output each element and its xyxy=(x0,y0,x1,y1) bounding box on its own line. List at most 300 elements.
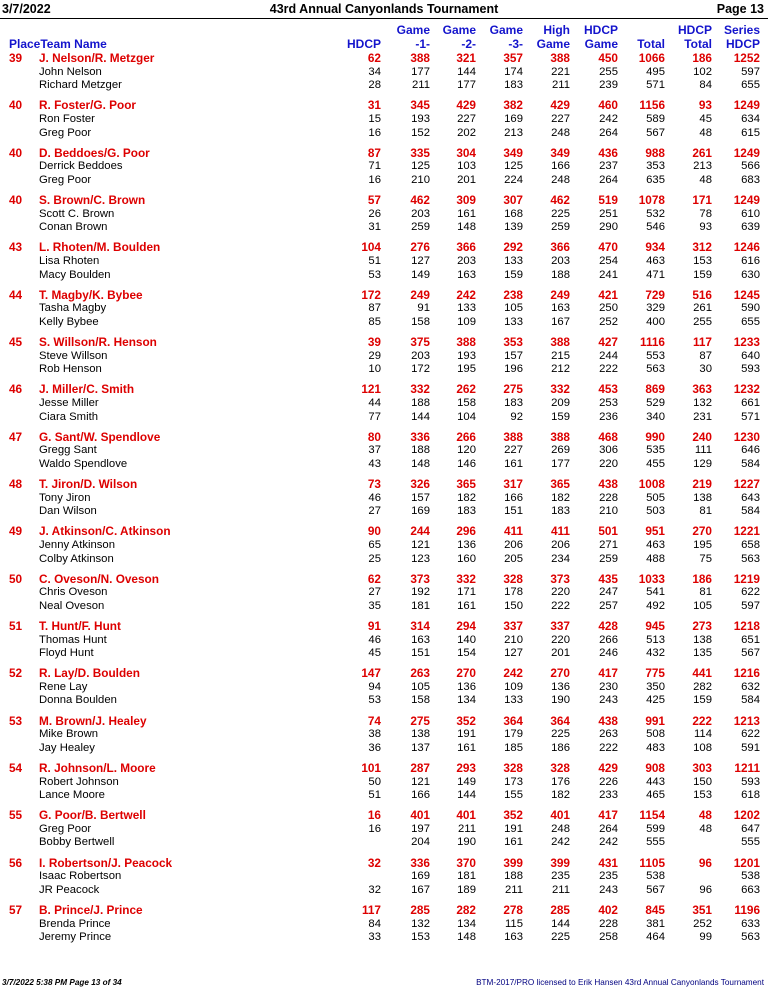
hdcp-total-cell: 153 xyxy=(693,254,712,267)
series-cell: 1232 xyxy=(733,382,760,397)
g2-cell: 195 xyxy=(457,363,476,376)
g3-cell: 307 xyxy=(503,192,523,207)
hdcp-total-cell: 114 xyxy=(693,728,712,741)
hdcp-cell: 71 xyxy=(368,160,381,173)
high-cell: 144 xyxy=(551,917,570,930)
total-cell: 729 xyxy=(645,287,665,302)
g2-cell: 211 xyxy=(457,822,476,835)
g2-cell: 190 xyxy=(457,836,476,849)
total-cell: 567 xyxy=(646,883,665,896)
hdcp-total-cell: 30 xyxy=(699,363,712,376)
player-name-cell: Macy Boulden xyxy=(39,268,111,281)
g2-cell: 134 xyxy=(457,917,476,930)
hdcp-game-cell: 306 xyxy=(599,444,618,457)
hdcp-game-cell: 266 xyxy=(599,633,618,646)
g2-cell: 370 xyxy=(456,855,476,870)
team-name-cell: I. Robertson/J. Peacock xyxy=(39,855,173,870)
hdcp-total-cell: 351 xyxy=(692,902,712,917)
total-cell: 329 xyxy=(646,302,665,315)
g3-cell: 133 xyxy=(504,315,523,328)
total-cell: 546 xyxy=(646,221,665,234)
g1-cell: 172 xyxy=(411,363,430,376)
total-cell: 505 xyxy=(646,491,665,504)
team-name-cell: M. Brown/J. Healey xyxy=(39,713,147,728)
g3-cell: 328 xyxy=(503,571,523,586)
hdcp-game-cell: 235 xyxy=(599,870,618,883)
g3-cell: 353 xyxy=(503,334,523,349)
series-cell: 1211 xyxy=(734,760,760,775)
series-cell: 1249 xyxy=(733,98,760,113)
high-cell: 248 xyxy=(551,126,570,139)
hdcp-cell: 50 xyxy=(368,775,381,788)
high-cell: 222 xyxy=(551,599,570,612)
g2-cell: 148 xyxy=(457,221,476,234)
hdcp-total-cell: 153 xyxy=(693,789,712,802)
total-cell: 571 xyxy=(646,79,665,92)
high-cell: 399 xyxy=(550,855,570,870)
hdcp-game-cell: 427 xyxy=(598,334,618,349)
g3-cell: 224 xyxy=(504,173,523,186)
place-cell: 51 xyxy=(9,618,23,633)
place-cell: 39 xyxy=(9,51,23,65)
team-row xyxy=(0,809,768,823)
total-cell: 563 xyxy=(646,363,665,376)
player-name-cell: Kelly Bybee xyxy=(39,315,99,328)
hdcp-game-cell: 241 xyxy=(599,268,618,281)
player-name-cell: Steve Willson xyxy=(39,349,108,362)
hdcp-game-cell: 243 xyxy=(599,883,618,896)
total-cell: 1033 xyxy=(638,571,665,586)
team-row xyxy=(0,431,768,445)
team-row xyxy=(0,620,768,634)
high-cell: 190 xyxy=(551,694,570,707)
series-cell: 1218 xyxy=(733,618,760,633)
g2-cell: 296 xyxy=(456,524,476,539)
g3-cell: 155 xyxy=(504,789,523,802)
hdcp-game-cell: 210 xyxy=(599,505,618,518)
total-cell: 934 xyxy=(645,240,665,255)
hdcp-game-cell: 247 xyxy=(599,586,618,599)
series-cell: 1246 xyxy=(733,240,760,255)
hdcp-total-cell: 363 xyxy=(692,382,712,397)
total-cell: 988 xyxy=(645,145,665,160)
hdcp-game-cell: 253 xyxy=(599,396,618,409)
total-cell: 488 xyxy=(646,552,665,565)
g1-cell: 192 xyxy=(411,586,430,599)
high-cell: 201 xyxy=(551,647,570,660)
g1-cell: 259 xyxy=(411,221,430,234)
hdcp-game-cell: 264 xyxy=(599,822,618,835)
series-cell: 584 xyxy=(741,694,760,707)
hdcp-total-cell: 273 xyxy=(692,618,712,633)
g2-cell: 146 xyxy=(457,457,476,470)
hdcp-total-cell: 186 xyxy=(692,571,712,586)
high-cell: 225 xyxy=(551,207,570,220)
high-cell: 183 xyxy=(551,505,570,518)
series-cell: 593 xyxy=(741,363,760,376)
high-cell: 332 xyxy=(550,382,570,397)
g3-cell: 399 xyxy=(503,855,523,870)
team-row xyxy=(0,478,768,492)
high-cell: 206 xyxy=(551,538,570,551)
g1-cell: 275 xyxy=(410,713,430,728)
g1-cell: 188 xyxy=(411,396,430,409)
hdcp-header: HDCP xyxy=(346,37,381,51)
hdcp-game-cell: 453 xyxy=(598,382,618,397)
total-cell: 635 xyxy=(646,173,665,186)
series-cell: 639 xyxy=(741,221,760,234)
total-cell: 845 xyxy=(645,902,665,917)
hdcp-cell: 27 xyxy=(368,586,381,599)
high-cell: 388 xyxy=(550,429,570,444)
player-row xyxy=(0,694,768,708)
hdcp-total-header: HDCP Total xyxy=(677,23,712,51)
hdcp-game-cell: 431 xyxy=(598,855,618,870)
team-row xyxy=(0,573,768,587)
g2-cell: 262 xyxy=(456,382,476,397)
hdcp-cell: 16 xyxy=(368,822,381,835)
g3-cell: 349 xyxy=(503,145,523,160)
hdcp-cell: 84 xyxy=(368,917,381,930)
hdcp-cell: 77 xyxy=(368,410,381,423)
series-cell: 651 xyxy=(741,633,760,646)
player-row xyxy=(0,505,768,519)
g2-cell: 161 xyxy=(457,599,476,612)
series-cell: 584 xyxy=(741,505,760,518)
player-row xyxy=(0,823,768,837)
total-cell: 350 xyxy=(646,680,665,693)
hdcp-cell: 16 xyxy=(367,808,381,823)
total-cell: 535 xyxy=(646,444,665,457)
player-row xyxy=(0,208,768,222)
hdcp-cell: 32 xyxy=(367,855,381,870)
g3-cell: 92 xyxy=(510,410,523,423)
high-cell: 221 xyxy=(551,65,570,78)
g1-cell: 169 xyxy=(411,870,430,883)
hdcp-game-cell: 428 xyxy=(598,618,618,633)
total-cell: 455 xyxy=(646,457,665,470)
hdcp-cell: 91 xyxy=(367,618,381,633)
g3-cell: 125 xyxy=(504,160,523,173)
g1-cell: 148 xyxy=(411,457,430,470)
hdcp-cell: 117 xyxy=(361,902,381,917)
g2-cell: 242 xyxy=(456,287,476,302)
place-cell: 40 xyxy=(9,192,23,207)
team-name-cell: D. Beddoes/G. Poor xyxy=(39,145,150,160)
g3-cell: 357 xyxy=(503,51,523,65)
series-cell: 640 xyxy=(741,349,760,362)
g2-cell: 266 xyxy=(456,429,476,444)
player-row xyxy=(0,600,768,614)
g2-cell: 183 xyxy=(457,505,476,518)
g2-cell: 182 xyxy=(457,491,476,504)
g1-cell: 181 xyxy=(411,599,430,612)
hdcp-game-cell: 436 xyxy=(598,145,618,160)
hdcp-total-cell: 87 xyxy=(699,349,712,362)
g2-cell: 148 xyxy=(457,931,476,944)
g2-cell: 366 xyxy=(456,240,476,255)
g3-cell: 169 xyxy=(504,112,523,125)
g2-cell: 429 xyxy=(456,98,476,113)
hdcp-game-cell: 435 xyxy=(598,571,618,586)
high-cell: 166 xyxy=(551,160,570,173)
hdcp-cell: 15 xyxy=(368,112,381,125)
player-name-cell: Tony Jiron xyxy=(39,491,91,504)
g1-cell: 373 xyxy=(410,571,430,586)
hdcp-cell: 37 xyxy=(368,444,381,457)
g3-cell: 161 xyxy=(504,457,523,470)
series-cell: 1221 xyxy=(733,524,760,539)
g1-cell: 335 xyxy=(410,145,430,160)
high-game-header: High Game xyxy=(536,23,570,51)
hdcp-game-cell: 243 xyxy=(599,694,618,707)
hdcp-cell: 57 xyxy=(367,192,381,207)
hdcp-total-cell: 48 xyxy=(699,126,712,139)
report-date: 3/7/2022 xyxy=(2,2,51,16)
series-cell: 1219 xyxy=(733,571,760,586)
player-row xyxy=(0,397,768,411)
series-cell: 1201 xyxy=(733,855,760,870)
total-cell: 599 xyxy=(646,822,665,835)
player-name-cell: Floyd Hunt xyxy=(39,647,94,660)
player-name-cell: Neal Oveson xyxy=(39,599,105,612)
total-cell: 951 xyxy=(645,524,665,539)
hdcp-game-cell: 228 xyxy=(599,917,618,930)
high-cell: 225 xyxy=(551,931,570,944)
hdcp-cell: 38 xyxy=(368,728,381,741)
series-cell: 1249 xyxy=(733,192,760,207)
place-cell: 54 xyxy=(9,760,23,775)
g3-cell: 183 xyxy=(504,79,523,92)
hdcp-total-cell: 303 xyxy=(692,760,712,775)
g1-cell: 132 xyxy=(411,917,430,930)
series-cell: 663 xyxy=(741,883,760,896)
g3-cell: 388 xyxy=(503,429,523,444)
high-cell: 248 xyxy=(551,173,570,186)
g3-cell: 411 xyxy=(503,524,523,539)
team-name-cell: G. Poor/B. Bertwell xyxy=(39,808,146,823)
series-cell: 643 xyxy=(741,491,760,504)
hdcp-game-cell: 468 xyxy=(598,429,618,444)
hdcp-cell: 45 xyxy=(368,647,381,660)
team-name-cell: R. Foster/G. Poor xyxy=(39,98,137,113)
g3-cell: 157 xyxy=(504,349,523,362)
high-cell: 215 xyxy=(551,349,570,362)
game3-header: Game -3- xyxy=(489,23,523,51)
hdcp-total-cell: 93 xyxy=(699,221,712,234)
g2-cell: 140 xyxy=(457,633,476,646)
player-row xyxy=(0,411,768,425)
g3-cell: 191 xyxy=(504,822,523,835)
total-cell: 1078 xyxy=(638,192,665,207)
place-cell: 53 xyxy=(9,713,23,728)
team-name-cell: C. Oveson/N. Oveson xyxy=(39,571,159,586)
player-row xyxy=(0,160,768,174)
high-cell: 212 xyxy=(551,363,570,376)
team-row xyxy=(0,762,768,776)
place-cell: 52 xyxy=(9,666,23,681)
hdcp-total-cell: 138 xyxy=(693,633,712,646)
series-cell: 622 xyxy=(741,586,760,599)
g3-cell: 238 xyxy=(503,287,523,302)
team-row xyxy=(0,904,768,918)
total-cell: 340 xyxy=(646,410,665,423)
g3-cell: 133 xyxy=(504,694,523,707)
hdcp-cell: 34 xyxy=(368,65,381,78)
team-row xyxy=(0,147,768,161)
g2-cell: 193 xyxy=(457,349,476,362)
g1-cell: 121 xyxy=(411,775,430,788)
hdcp-game-cell: 438 xyxy=(598,476,618,491)
hdcp-game-cell: 470 xyxy=(598,240,618,255)
hdcp-total-cell: 195 xyxy=(693,538,712,551)
player-name-cell: Brenda Prince xyxy=(39,917,111,930)
g1-cell: 203 xyxy=(411,349,430,362)
team-name-cell: T. Jiron/D. Wilson xyxy=(39,476,138,491)
hdcp-game-cell: 271 xyxy=(599,538,618,551)
g1-cell: 137 xyxy=(411,741,430,754)
g1-cell: 167 xyxy=(411,883,430,896)
g3-cell: 163 xyxy=(504,931,523,944)
hdcp-cell: 31 xyxy=(368,221,381,234)
series-cell: 633 xyxy=(741,917,760,930)
total-cell: 432 xyxy=(646,647,665,660)
g1-cell: 163 xyxy=(411,633,430,646)
g1-cell: 149 xyxy=(411,268,430,281)
hdcp-cell: 87 xyxy=(367,145,381,160)
player-name-cell: Bobby Bertwell xyxy=(39,836,115,849)
series-cell: 655 xyxy=(741,315,760,328)
g1-cell: 336 xyxy=(410,429,430,444)
g3-cell: 139 xyxy=(504,221,523,234)
g3-cell: 174 xyxy=(504,65,523,78)
high-cell: 211 xyxy=(551,79,570,92)
hdcp-total-cell: 48 xyxy=(699,173,712,186)
g3-cell: 275 xyxy=(503,382,523,397)
g3-cell: 115 xyxy=(504,917,523,930)
player-name-cell: Derrick Beddoes xyxy=(39,160,123,173)
team-name-cell: J. Atkinson/C. Atkinson xyxy=(39,524,171,539)
series-cell: 1252 xyxy=(733,51,760,65)
series-cell: 610 xyxy=(741,207,760,220)
player-row xyxy=(0,444,768,458)
high-cell: 177 xyxy=(551,457,570,470)
g2-cell: 109 xyxy=(457,315,476,328)
g3-cell: 105 xyxy=(504,302,523,315)
player-name-cell: Rene Lay xyxy=(39,680,88,693)
high-cell: 337 xyxy=(550,618,570,633)
hdcp-cell: 104 xyxy=(361,240,381,255)
player-row xyxy=(0,789,768,803)
g1-cell: 263 xyxy=(410,666,430,681)
g2-cell: 161 xyxy=(457,207,476,220)
g2-cell: 154 xyxy=(457,647,476,660)
g2-cell: 270 xyxy=(456,666,476,681)
hdcp-game-cell: 251 xyxy=(599,207,618,220)
g3-cell: 206 xyxy=(504,538,523,551)
g2-cell: 163 xyxy=(457,268,476,281)
g3-cell: 109 xyxy=(504,680,523,693)
g3-cell: 159 xyxy=(504,268,523,281)
team-row xyxy=(0,52,768,66)
hdcp-cell: 36 xyxy=(368,741,381,754)
place-cell: 47 xyxy=(9,429,23,444)
player-row xyxy=(0,634,768,648)
hdcp-game-cell: 417 xyxy=(598,666,618,681)
total-cell: 495 xyxy=(646,65,665,78)
place-cell: 46 xyxy=(9,382,23,397)
g1-cell: 127 xyxy=(411,254,430,267)
place-team-header: PlaceTeam Name xyxy=(9,37,107,51)
high-cell: 366 xyxy=(550,240,570,255)
high-cell: 235 xyxy=(551,870,570,883)
series-cell: 1213 xyxy=(733,713,760,728)
total-cell: 991 xyxy=(645,713,665,728)
g1-cell: 152 xyxy=(411,126,430,139)
hdcp-cell: 65 xyxy=(368,538,381,551)
team-row xyxy=(0,336,768,350)
total-cell: 1156 xyxy=(639,98,665,113)
team-name-cell: T. Magby/K. Bybee xyxy=(39,287,143,302)
g2-cell: 158 xyxy=(457,396,476,409)
g1-cell: 151 xyxy=(411,647,430,660)
team-name-cell: J. Miller/C. Smith xyxy=(39,382,135,397)
series-cell: 1196 xyxy=(734,902,760,917)
g3-cell: 127 xyxy=(504,647,523,660)
hdcp-game-cell: 429 xyxy=(598,760,618,775)
team-name-cell: S. Willson/R. Henson xyxy=(39,334,157,349)
high-cell: 373 xyxy=(550,571,570,586)
high-cell: 349 xyxy=(550,145,570,160)
g3-cell: 317 xyxy=(503,476,523,491)
series-cell: 1216 xyxy=(733,666,760,681)
series-cell: 647 xyxy=(741,822,760,835)
player-row xyxy=(0,492,768,506)
hdcp-total-cell: 240 xyxy=(692,429,712,444)
g1-cell: 336 xyxy=(410,855,430,870)
place-cell: 55 xyxy=(9,808,23,823)
hdcp-cell: 74 xyxy=(367,713,381,728)
place-cell: 45 xyxy=(9,334,23,349)
series-cell: 683 xyxy=(741,173,760,186)
high-cell: 225 xyxy=(551,728,570,741)
hdcp-game-cell: 290 xyxy=(599,221,618,234)
g3-cell: 133 xyxy=(504,254,523,267)
player-row xyxy=(0,870,768,884)
hdcp-cell: 33 xyxy=(368,931,381,944)
hdcp-total-cell: 171 xyxy=(692,192,712,207)
team-name-cell: J. Nelson/R. Metzger xyxy=(39,51,155,65)
g3-cell: 185 xyxy=(504,741,523,754)
hdcp-total-cell: 138 xyxy=(693,491,712,504)
hdcp-game-cell: 228 xyxy=(599,491,618,504)
g3-cell: 168 xyxy=(504,207,523,220)
g3-cell: 178 xyxy=(504,586,523,599)
team-name-cell: T. Hunt/F. Hunt xyxy=(39,618,121,633)
total-cell: 775 xyxy=(645,666,665,681)
player-name-cell: Jeremy Prince xyxy=(39,931,112,944)
total-cell: 443 xyxy=(646,775,665,788)
hdcp-game-cell: 236 xyxy=(599,410,618,423)
g2-cell: 120 xyxy=(457,444,476,457)
hdcp-cell: 53 xyxy=(368,694,381,707)
total-cell: 471 xyxy=(646,268,665,281)
series-cell: 622 xyxy=(741,728,760,741)
player-row xyxy=(0,113,768,127)
player-name-cell: Ron Foster xyxy=(39,112,95,125)
player-row xyxy=(0,221,768,235)
g2-cell: 321 xyxy=(456,51,476,65)
